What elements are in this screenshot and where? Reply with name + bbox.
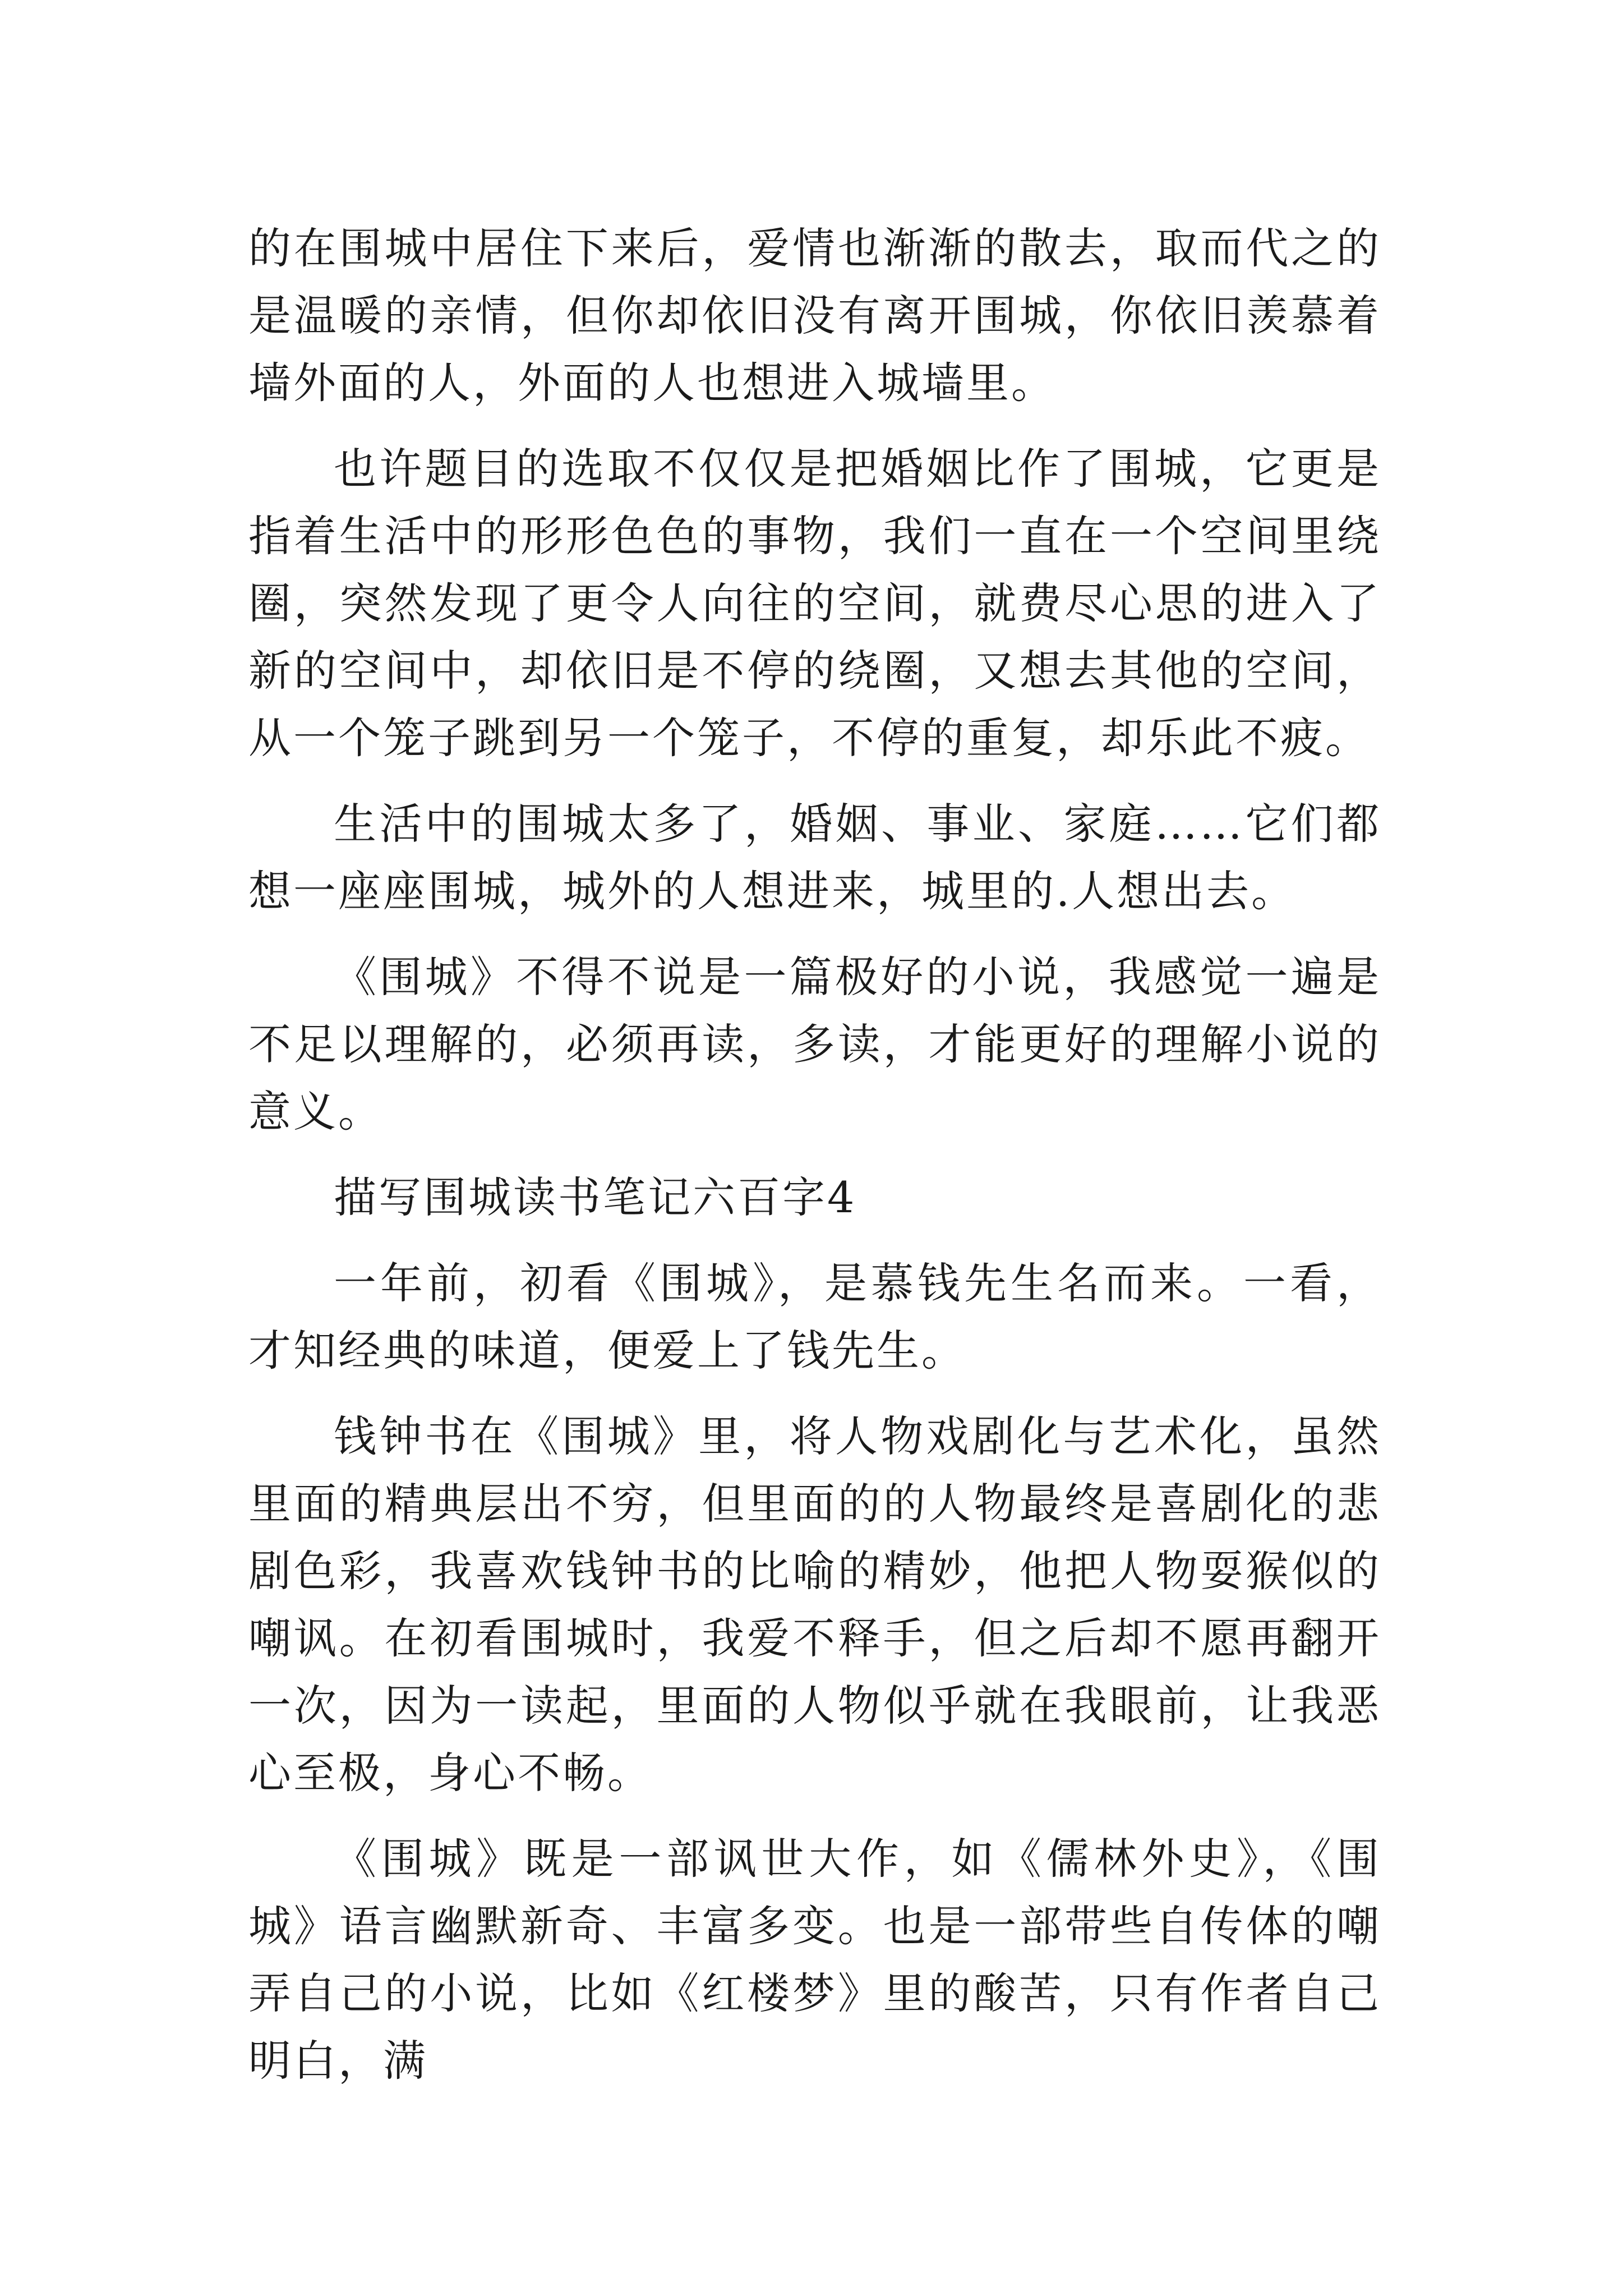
- paragraph: 也许题目的选取不仅仅是把婚姻比作了围城，它更是指着生活中的形形色色的事物，我们一直在一个空间里绕圈，突然发现了更令人向往的空间，就费尽心思的进入了新的空间中，却依旧是不停的绕圈，又想去其他的空间，从一个笼子跳到另一个笼子，不停的重复，却乐此不疲。: [248, 444, 1381, 763]
- paragraph: 生活中的围城太多了，婚姻、事业、家庭……它们都想一座座围城，城外的人想进来，城里的.人想出去。: [248, 799, 1381, 916]
- article-body: [248, 215, 1381, 2095]
- paragraph: 钱钟书在《围城》里，将人物戏剧化与艺术化，虽然里面的精典层出不穷，但里面的的人物最终是喜剧化的悲剧色彩，我喜欢钱钟书的比喻的精妙，他把人物耍猴似的嘲讽。在初看围城时，我爱不释手，但之后却不愿再翻开一次，因为一读起，里面的人物似乎就在我眼前，让我恶心至极，身心不畅。: [248, 1411, 1381, 1798]
- paragraph: 《围城》不得不说是一篇极好的小说，我感觉一遍是不足以理解的，必须再读，多读，才能更好的理解小说的意义。: [248, 952, 1381, 1137]
- paragraph-continued: 的在围城中居住下来后，爱情也渐渐的散去，取而代之的是温暖的亲情，但你却依旧没有离开围城，你依旧羡慕着墙外面的人，外面的人也想进入城墙里。: [248, 223, 1381, 408]
- paragraph: 一年前，初看《围城》，是慕钱先生名而来。一看，才知经典的味道，便爱上了钱先生。: [248, 1258, 1381, 1375]
- paragraph: 《围城》既是一部讽世大作，如《儒林外史》，《围城》语言幽默新奇、丰富多变。也是一部带些自传体的嘲弄自己的小说，比如《红楼梦》里的酸苦，只有作者自己明白，满: [248, 1834, 1381, 2086]
- section-heading: 描写围城读书笔记六百字4: [334, 1172, 857, 1222]
